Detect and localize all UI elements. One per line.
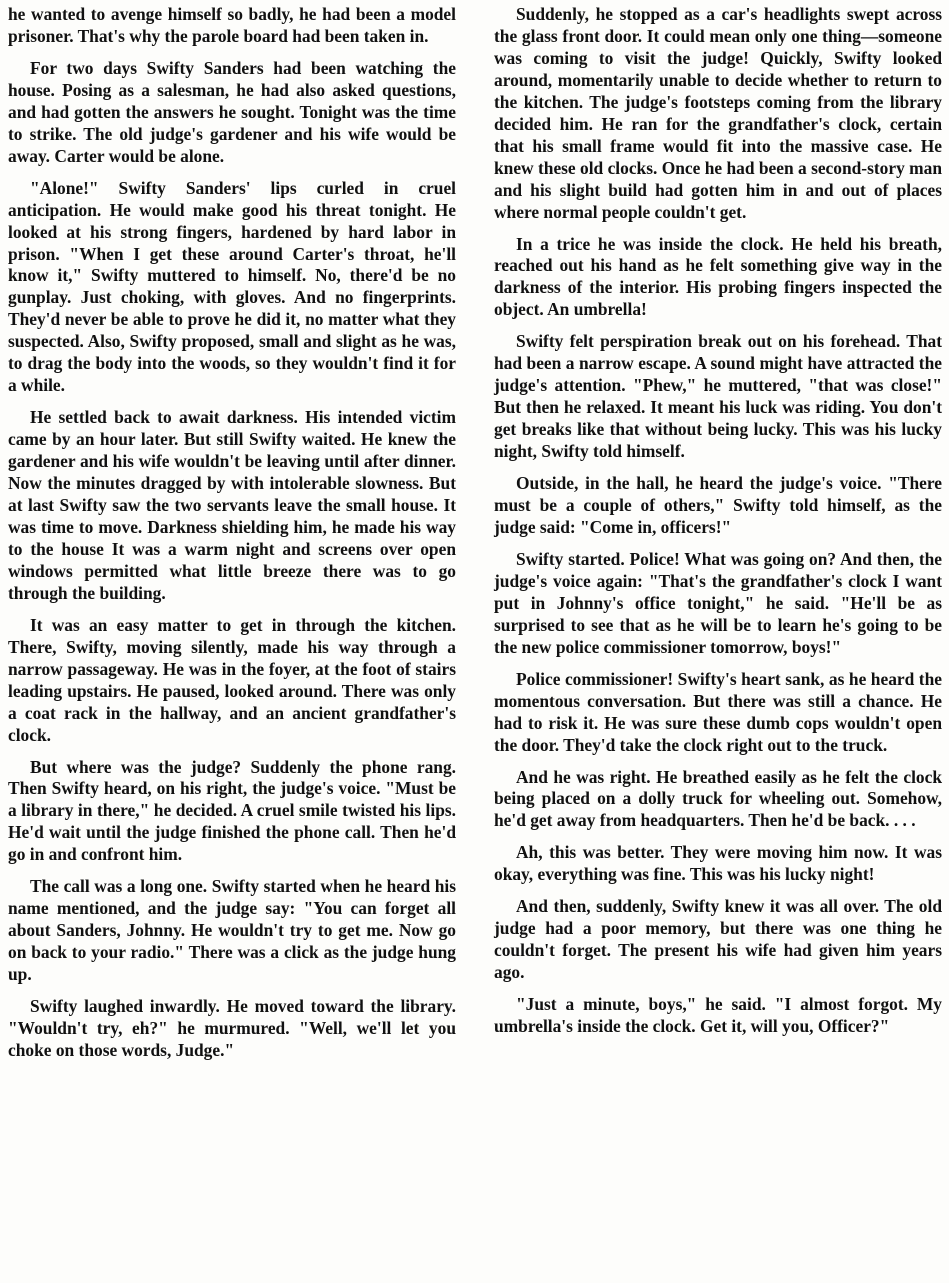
paragraph: He settled back to await darkness. His intended victim came by an hour later. But still Swifty waited. He knew the gardener and his wife wouldn't be leaving until after dinner. Now the minutes dragged by with intolerable slowness. But at last Swifty saw the two servants leave the small house. It was time to move. Darkness shielding him, he made his way to the house It was a warm night and screens over open windows permitted what little breeze there was to go through the building.: [8, 407, 456, 603]
paragraph: Swifty felt perspiration break out on his forehead. That had been a narrow escape. A sound might have attracted the judge's attention. "Phew," he muttered, "that was close!" But then he relaxed. It meant his luck was riding. You don't get breaks like that without being lucky. This was his lucky night, Swifty told himself.: [494, 331, 942, 462]
paragraph: Suddenly, he stopped as a car's headlights swept across the glass front door. It could mean only one thing—someone was coming to visit the judge! Quickly, Swifty looked around, momentarily unable to decide whether to return to the kitchen. The judge's footsteps coming from the library decided him. He ran for the grandfather's clock, certain that his small frame would fit into the massive case. He knew these old clocks. Once he had been a second-story man and his slight build had gotten him in and out of places where normal people couldn't get.: [494, 4, 942, 222]
paragraph: "Just a minute, boys," he said. "I almost forgot. My umbrella's inside the clock. Get it, will you, Officer?": [494, 994, 942, 1037]
paragraph: Swifty started. Police! What was going on? And then, the judge's voice again: "That's the grandfather's clock I want put in Johnny's office tonight," he said. "He'll be as surprised to see that as he will be to learn he's going to be the new police commissioner tomorrow, boys!": [494, 548, 942, 657]
paragraph: Swifty laughed inwardly. He moved toward the library. "Wouldn't try, eh?" he murmured. "Well, we'll let you choke on those words, Judge.": [8, 996, 456, 1060]
paragraph: he wanted to avenge himself so badly, he had been a model prisoner. That's why the parole board had been taken in.: [8, 4, 456, 46]
right-text-column: [494, 4, 942, 1048]
paragraph: But where was the judge? Suddenly the phone rang. Then Swifty heard, on his right, the judge's voice. "Must be a library in there," he decided. A cruel smile twisted his lips. He'd wait until the judge finished the phone call. Then he'd go in and confront him.: [8, 756, 456, 865]
paragraph: It was an easy matter to get in through the kitchen. There, Swifty, moving silently, made his way through a narrow passageway. He was in the foyer, at the foot of stairs leading upstairs. He paused, looked around. There was only a coat rack in the hallway, and an ancient grandfather's clock.: [8, 614, 456, 745]
paragraph: In a trice he was inside the clock. He held his breath, reached out his hand as he felt something give way in the darkness of the interior. His probing fingers inspected the object. An umbrella!: [494, 233, 942, 320]
paragraph: The call was a long one. Swifty started when he heard his name mentioned, and the judge say: "You can forget all about Sanders, Johnny. He wouldn't try to get me. Now go on back to your radio." There was a click as the judge hung up.: [8, 876, 456, 985]
paragraph: "Alone!" Swifty Sanders' lips curled in cruel anticipation. He would make good his threat tonight. He looked at his strong fingers, hardened by hard labor in prison. "When I get these around Carter's throat, he'll know it," Swifty muttered to himself. No, there'd be no gunplay. Just choking, with gloves. And no fingerprints. They'd never be able to prove he did it, no matter what they suspected. Also, Swifty proposed, small and slight as he was, to drag the body into the woods, so they wouldn't find it for a while.: [8, 177, 456, 396]
left-text-column: [8, 4, 456, 1072]
paragraph: Police commissioner! Swifty's heart sank, as he heard the momentous conversation. But there was still a chance. He had to risk it. He was sure these dumb cops wouldn't open the door. They'd take the clock right out to the truck.: [494, 668, 942, 755]
paragraph: And he was right. He breathed easily as he felt the clock being placed on a dolly truck for wheeling out. Somehow, he'd get away from headquarters. Then he'd be back. . . .: [494, 766, 942, 831]
paragraph: And then, suddenly, Swifty knew it was all over. The old judge had a poor memory, but there was one thing he couldn't forget. The present his wife had given him years ago.: [494, 896, 942, 983]
paragraph: Ah, this was better. They were moving him now. It was okay, everything was fine. This was his lucky night!: [494, 842, 942, 885]
paragraph: Outside, in the hall, he heard the judge's voice. "There must be a couple of others," Swifty told himself, as the judge said: "Come in, officers!": [494, 473, 942, 537]
paragraph: For two days Swifty Sanders had been watching the house. Posing as a salesman, he had also asked questions, and had gotten the answers he sought. Tonight was the time to strike. The old judge's gardener and his wife would be away. Carter would be alone.: [8, 57, 456, 166]
